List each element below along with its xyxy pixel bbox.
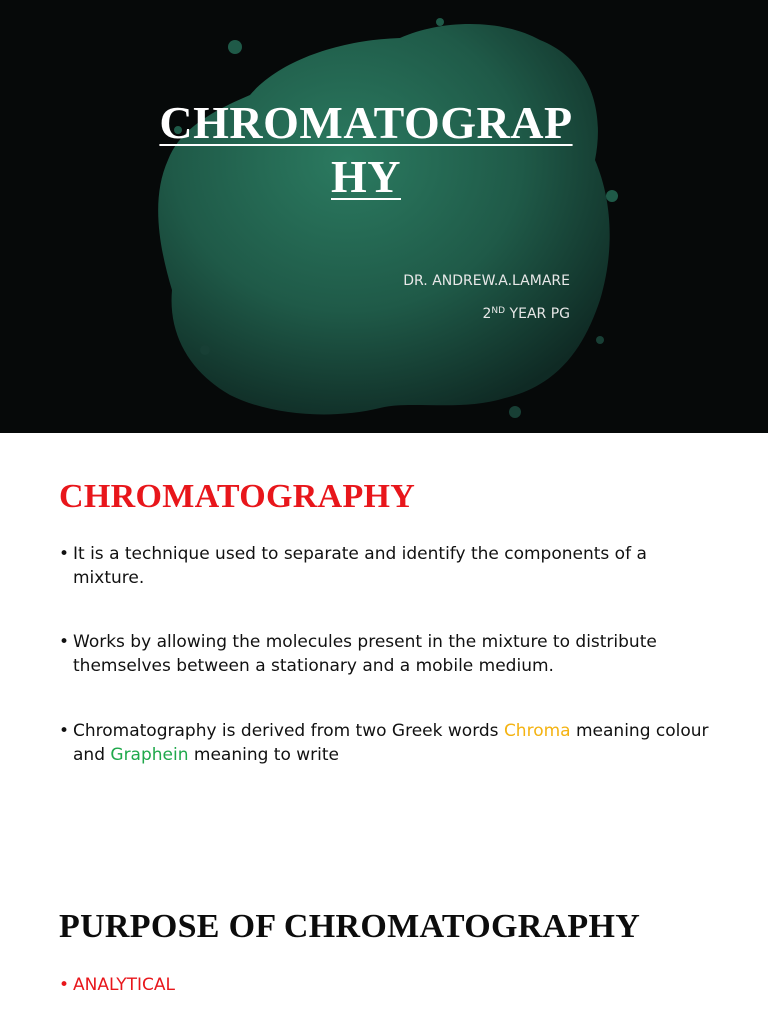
title-line-2: HY [331,151,401,202]
bullet-text: Works by allowing the molecules present in the mixture to distribute themselves between a stationary and a mobile medium. [73,632,657,676]
bullet-marker: • [59,721,70,741]
bullet-marker: • [59,975,70,995]
author-block [403,266,570,329]
bullet-text: It is a technique used to separate and identify the components of a mixture. [73,544,647,588]
chroma-word: Chroma [503,721,571,741]
graphein-word: Graphein [110,745,189,765]
author-year: 2ND YEAR PG [482,306,570,322]
bullet-item [59,542,719,590]
bullet-marker: • [59,544,70,564]
bullet-text: Chromatography is derived from two Greek words Chroma meaning colour and Graphein meaning to write [73,721,709,765]
purpose-heading: PURPOSE OF CHROMATOGRAPHY [59,908,641,945]
title-slide [0,0,768,433]
bullet-item [59,719,719,767]
content-slide [0,433,768,1024]
green-paint-splash [0,0,768,433]
bullet-marker: • [59,632,70,652]
purpose-item [59,975,175,995]
author-name: DR. ANDREW.A.LAMARE [403,273,570,289]
purpose-item-text: ANALYTICAL [73,975,175,995]
presentation-title [0,96,732,204]
bullet-item [59,630,719,678]
title-line-1: CHROMATOGRAP [159,97,573,148]
section-heading: CHROMATOGRAPHY [59,478,416,515]
